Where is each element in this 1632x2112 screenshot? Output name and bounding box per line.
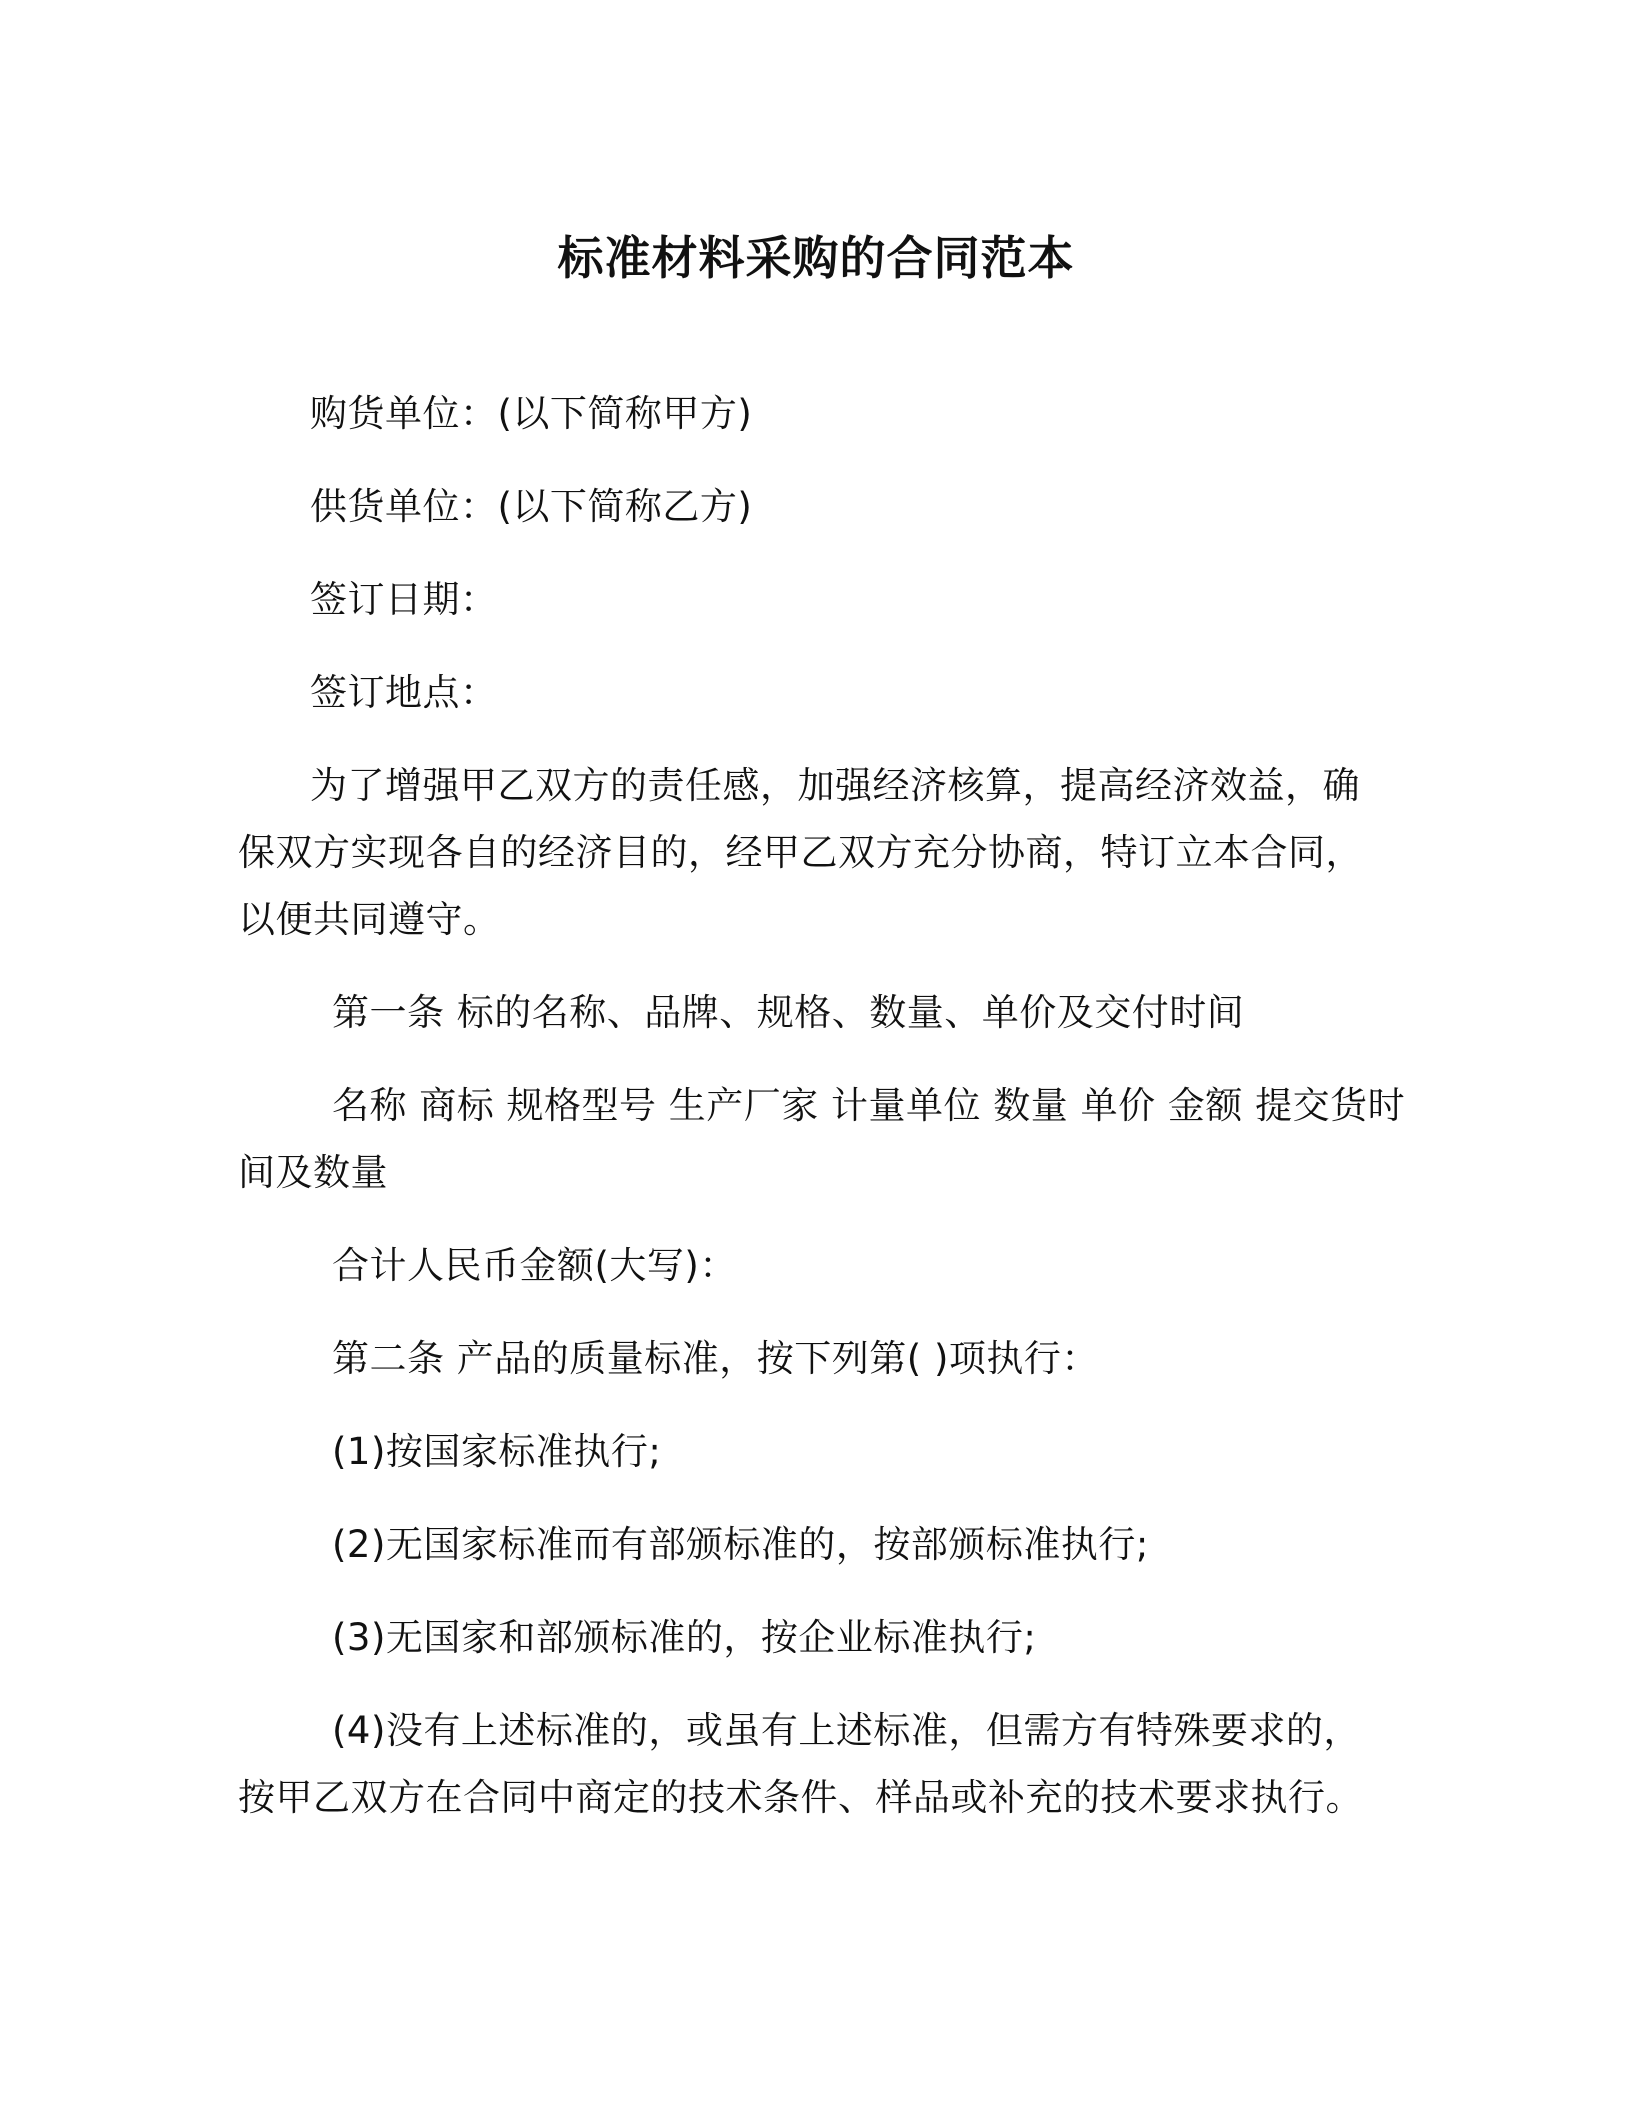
article2-item-3: (3)无国家和部颁标准的，按企业标准执行; (332, 1616, 1037, 1659)
article2-item-4: (4)没有上述标准的，或虽有上述标准，但需方有特殊要求的， (332, 1709, 1361, 1752)
sign-place-field: 签订地点： (310, 671, 498, 714)
article1-columns-line-2: 间及数量 (238, 1151, 388, 1194)
sign-date-field: 签订日期： (310, 578, 498, 621)
total-amount-line: 合计人民币金额(大写)： (332, 1244, 737, 1287)
intro-line-1: 为了增强甲乙双方的责任感，加强经济核算，提高经济效益，确 (310, 764, 1360, 807)
supplier-field: 供货单位：(以下简称乙方) (310, 485, 753, 528)
document-title: 标准材料采购的合同范本 (557, 231, 1075, 285)
article2-heading: 第二条 产品的质量标准，按下列第( )项执行： (332, 1337, 1099, 1380)
article2-item-4-continued: 按甲乙双方在合同中商定的技术条件、样品或补充的技术要求执行。 (238, 1776, 1363, 1819)
article2-item-1: (1)按国家标准执行; (332, 1430, 662, 1473)
article2-item-2: (2)无国家标准而有部颁标准的，按部颁标准执行; (332, 1523, 1149, 1566)
article1-columns-line-1: 名称 商标 规格型号 生产厂家 计量单位 数量 单价 金额 提交货时 (332, 1084, 1406, 1127)
article1-heading: 第一条 标的名称、品牌、规格、数量、单价及交付时间 (332, 991, 1245, 1034)
intro-line-2: 保双方实现各自的经济目的，经甲乙双方充分协商，特订立本合同， (238, 831, 1363, 874)
intro-line-3: 以便共同遵守。 (238, 898, 501, 941)
buyer-field: 购货单位：(以下简称甲方) (310, 392, 753, 435)
